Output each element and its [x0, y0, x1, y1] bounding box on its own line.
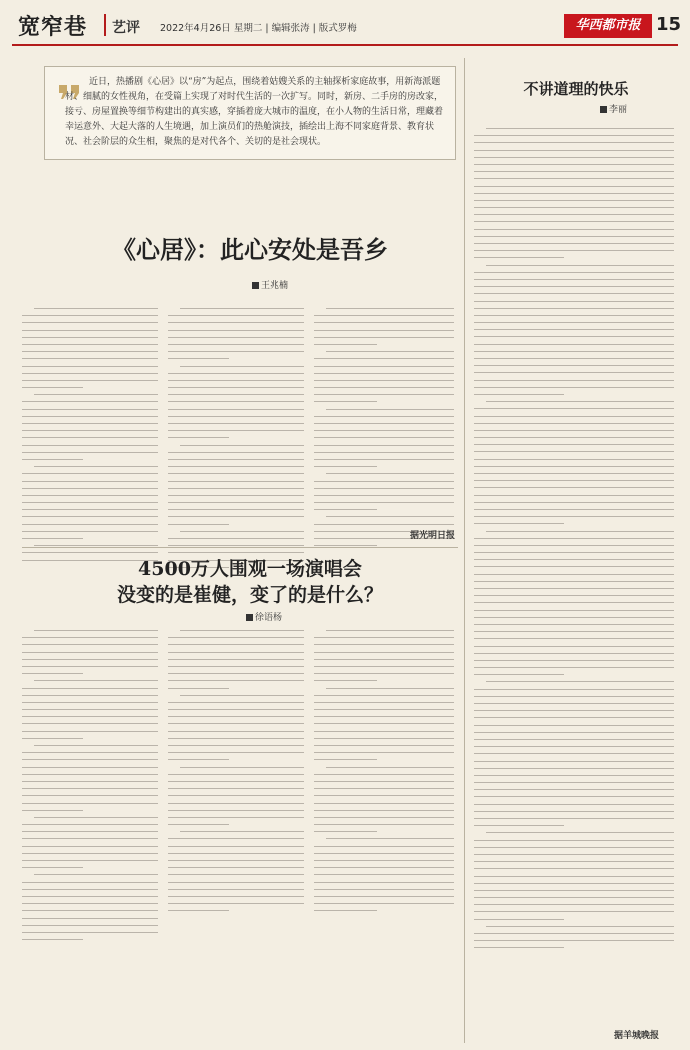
article-1-column-1	[22, 308, 158, 567]
article-2-column-1	[22, 630, 158, 946]
article-3-byline	[600, 102, 627, 115]
article-3-title: 不讲道理的快乐	[523, 80, 629, 98]
column-name: 宽窄巷	[18, 15, 88, 40]
article-1-column-3	[314, 308, 454, 552]
byline-marker-icon	[600, 106, 607, 113]
article-1-author: 王兆楠	[261, 281, 289, 291]
byline-marker-icon	[252, 282, 259, 289]
page-header	[0, 0, 690, 44]
article-3-source: 据羊城晚报	[614, 1031, 660, 1041]
byline-marker-icon	[246, 614, 253, 621]
intro-box	[44, 66, 456, 160]
article-3-author: 李丽	[609, 105, 628, 115]
column-divider	[464, 58, 465, 1043]
article-2-title-line-2: 没变的是崔健，变了的是什么？	[116, 584, 383, 606]
article-2-byline	[246, 610, 282, 623]
article-1-column-2	[168, 308, 304, 574]
page-number: 15	[656, 14, 682, 35]
article-2-title-line-1: 4500万人围观一场演唱会	[138, 558, 362, 580]
article-2-author: 徐语杨	[255, 613, 283, 623]
section-divider	[22, 547, 458, 548]
newspaper-logo: 华西都市报	[564, 14, 652, 38]
article-3-body	[474, 128, 674, 955]
article-1-source: 据光明日报	[410, 531, 456, 541]
article-2-column-2	[168, 630, 304, 918]
header-divider	[104, 14, 106, 36]
article-1-byline	[252, 278, 288, 291]
header-rule	[12, 44, 678, 46]
intro-text: 近日，热播剧《心居》以“房”为起点，围绕着姑嫂关系的主轴探析家庭故事，用新海派题材、细腻的女性视角，在受篇上实现了对时代生活的一次扩写。同时，新房、二手房的房改家，接亏、房屋置换等细节构建出的真实感，穿插着庞大城市的温度，在小人物的生活日常，理藏着幸运意外、大起大落的人生境遇，加上演员们的热舱演技，插绘出上海不同家庭背景、教育状况、社会阶层的众生相，聚焦的是对代各个、关切的是社会现状。	[65, 77, 444, 147]
article-1-title: 《心居》：此心安处是吾乡	[112, 235, 388, 264]
section-name: 艺评	[112, 20, 140, 36]
issue-meta: 2022年4月26日 星期二 | 编辑张涛 | 版式罗梅	[160, 23, 357, 34]
article-2-column-3	[314, 630, 454, 918]
